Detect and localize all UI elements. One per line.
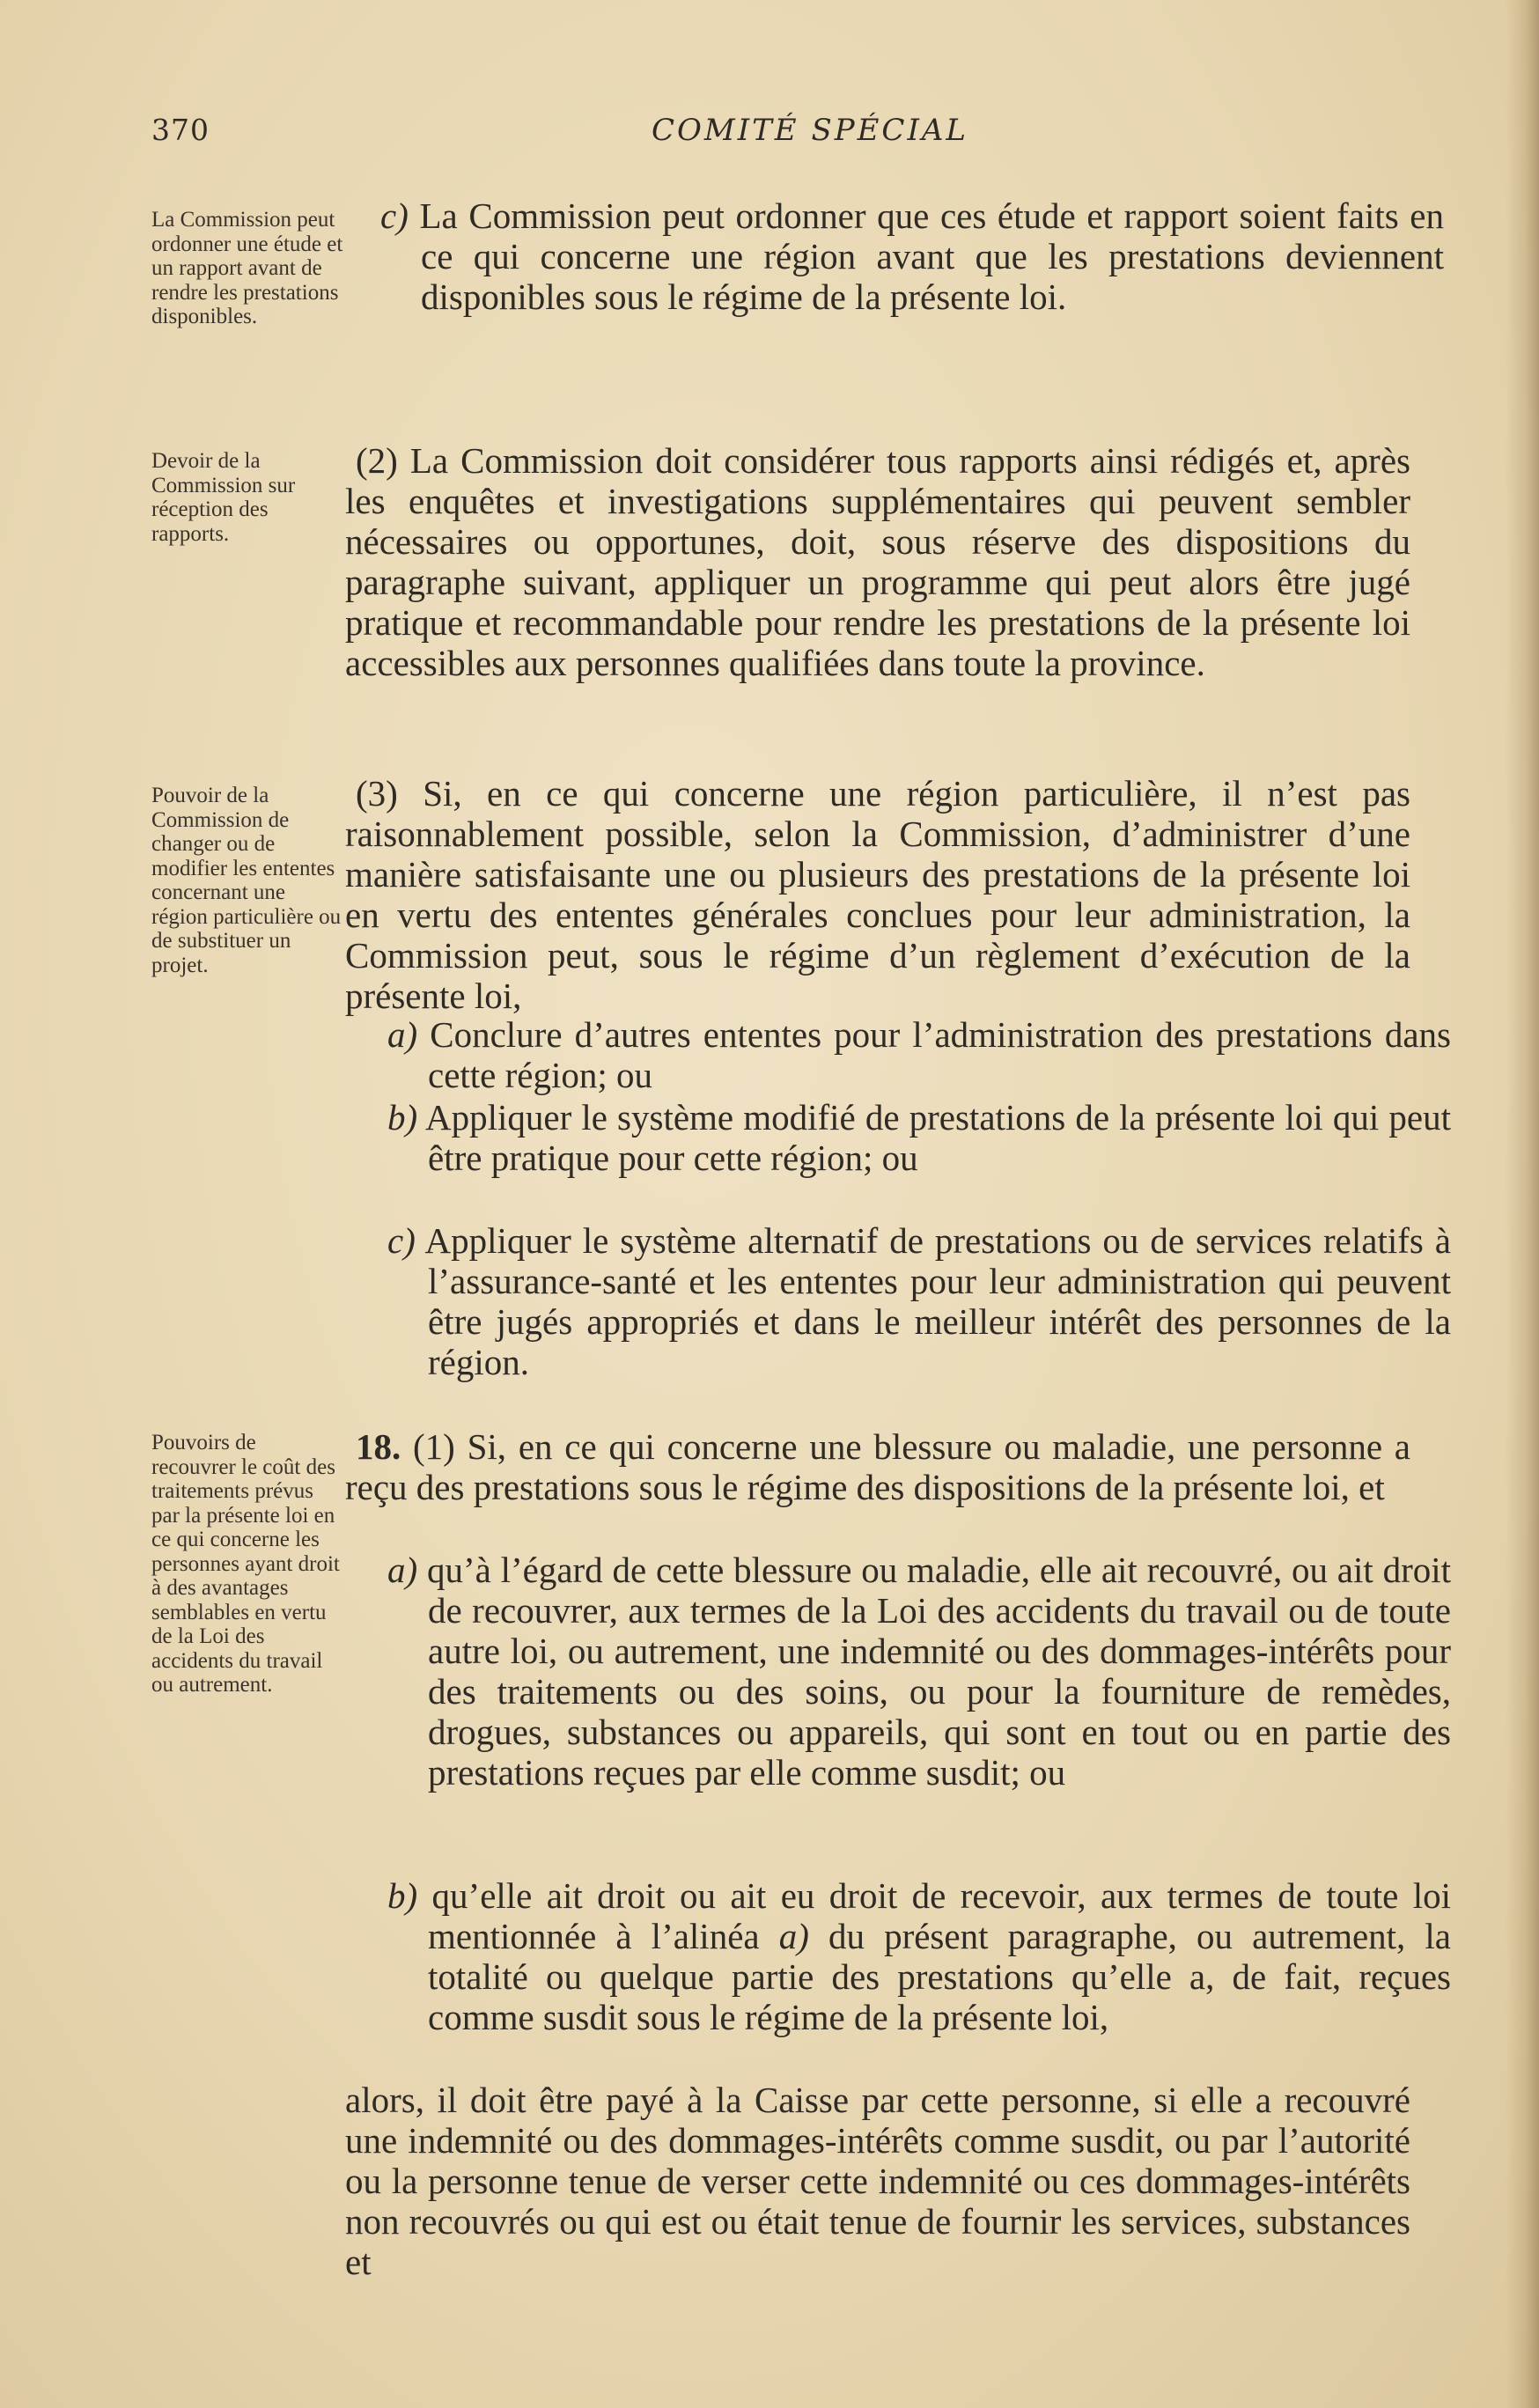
clause-label: c)	[380, 195, 409, 236]
paragraph-2: (2) La Commission doit considérer tous rapports ainsi rédigés et, après les enquêtes et investigations supplémentaires qui peuvent sembler nécessaires ou opportunes, doit, sous réserve des dispositions du paragraphe suivant, appliquer un programme qui peut alors être jugé pratique et recommandable pour rendre les prestations de la présente loi accessibles aux personnes qualifiées dans toute la province.	[345, 440, 1410, 683]
clause-18a	[387, 1550, 1451, 1793]
clause-3b	[387, 1097, 1451, 1178]
clause-3c	[387, 1220, 1451, 1382]
page-header	[0, 113, 1539, 157]
clause-reference: a)	[778, 1916, 809, 1956]
clause-text: Appliquer le système modifié de prestations de la présente loi qui peut être pratique pour cette région; ou	[425, 1097, 1451, 1178]
section-text: (1) Si, en ce qui concerne une blessure ou maladie, une personne a reçu des prestations sous le régime des dispositions de la présente loi, et	[345, 1426, 1410, 1507]
clause-text: Appliquer le système alternatif de prestations ou de services relatifs à l’assurance-santé et les ententes pour leur administration qui peuvent être jugés appropriés et dans le meilleur intérêt des personnes de la région.	[424, 1220, 1451, 1382]
margin-note-1: La Commission peut ordonner une étude et un rapport avant de rendre les prestations disponibles.	[151, 208, 343, 328]
page-number: 370	[151, 113, 210, 147]
margin-note-3: Pouvoir de la Commission de changer ou de modifier les ententes concernant une région particulière ou de substituer un projet.	[151, 784, 342, 977]
section-18-closing: alors, il doit être payé à la Caisse par cette personne, si elle a recouvré une indemnité ou des dommages-intérêts comme susdit, ou par l’autorité ou la personne tenue de verser cette indemnité ou ces dommages-intérêts non recouvrés ou qui est ou était tenue de fournir les services, substances et	[345, 2080, 1410, 2282]
section-18-intro	[345, 1426, 1410, 1507]
clause-label: a)	[387, 1550, 418, 1590]
clause-text-2: du présent paragraphe, ou autrement, la totalité ou quelque partie des prestations qu’elle a, de fait, reçues comme susdit sous le régime de la présente loi,	[428, 1916, 1451, 2037]
clause-3a	[387, 1014, 1451, 1095]
clause-label: b)	[387, 1097, 418, 1138]
clause-label: c)	[387, 1220, 416, 1261]
clause-label: a)	[387, 1014, 418, 1055]
margin-note-2: Devoir de la Commission sur réception des rapports.	[151, 449, 296, 546]
page-edge-shadow	[1506, 0, 1539, 2408]
clause-label: b)	[387, 1875, 418, 1916]
clause-text: qu’à l’égard de cette blessure ou maladie, elle ait recouvré, ou ait droit de recouvrer, aux termes de la Loi des accidents du travail ou de toute autre loi, ou autrement, une indemnité ou des dommages-intérêts pour des traitements ou des soins, ou pour la fourniture de remèdes, drogues, substances ou appareils, qui sont en tout ou en partie des prestations reçues par elle comme susdit; ou	[426, 1550, 1452, 1793]
clause-c-study	[380, 195, 1444, 317]
paragraph-3: (3) Si, en ce qui concerne une région particulière, il n’est pas raisonnablement possible, selon la Commission, d’administrer d’une manière satisfaisante une ou plusieurs des prestations de la présente loi en vertu des ententes générales conclues pour leur administration, la Commission peut, sous le régime d’un règlement d’exécution de la présente loi,	[345, 773, 1410, 1016]
clause-text-1: qu’elle ait droit ou ait eu droit de recevoir, aux termes de toute loi mentionnée à l’alinéa	[428, 1875, 1451, 1956]
section-number: 18.	[356, 1426, 401, 1467]
running-head: COMITÉ SPÉCIAL	[652, 113, 969, 148]
margin-note-4: Pouvoirs de recouvrer le coût des traitements prévus par la présente loi en ce qui concerne les personnes ayant droit à des avantages semblables en vertu de la Loi des accidents du travail ou autrement.	[151, 1431, 340, 1697]
clause-18b	[387, 1875, 1451, 2037]
clause-text: Conclure d’autres ententes pour l’administration des prestations dans cette région; ou	[428, 1014, 1452, 1095]
clause-text: La Commission peut ordonner que ces étude et rapport soient faits en ce qui concerne une région avant que les prestations deviennent disponibles sous le régime de la présente loi.	[419, 195, 1445, 317]
